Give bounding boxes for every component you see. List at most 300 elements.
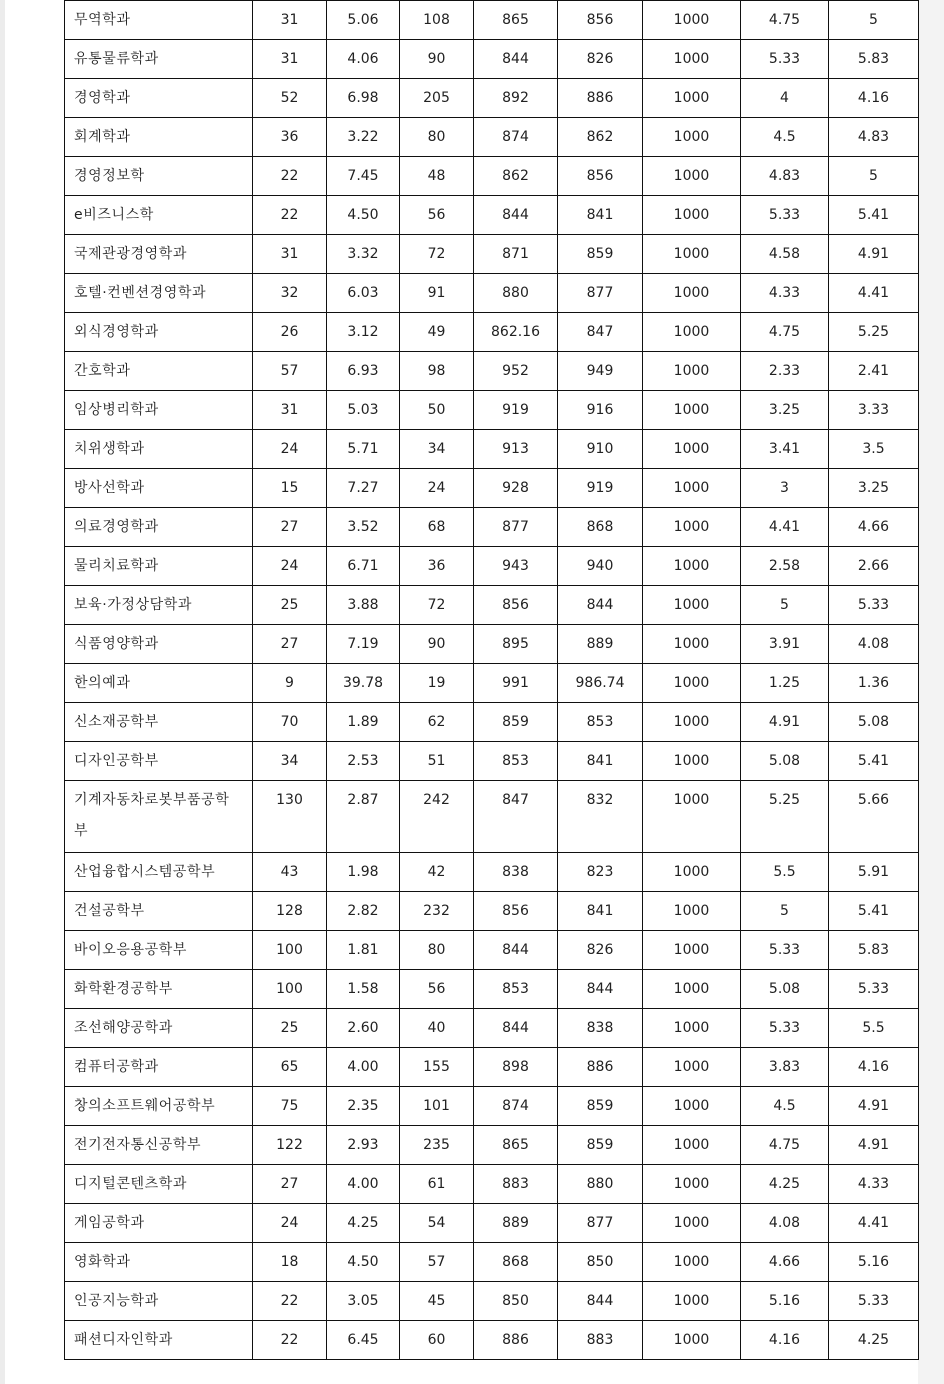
quota-cell: 36	[253, 118, 327, 157]
quota-cell: 24	[253, 547, 327, 586]
score-avg-cell: 919	[474, 391, 558, 430]
grade-avg-cell: 5.33	[741, 931, 829, 970]
score-max-cell: 1000	[643, 1282, 741, 1321]
applicants-rank-cell: 90	[400, 625, 474, 664]
score-max-cell: 1000	[643, 625, 741, 664]
grade-avg-cell: 5.33	[741, 196, 829, 235]
quota-cell: 9	[253, 664, 327, 703]
quota-cell: 15	[253, 469, 327, 508]
admission-results-table-container	[64, 0, 918, 1360]
score-avg-cell: 865	[474, 1, 558, 40]
department-name-cell: 디지털콘텐츠학과	[65, 1165, 253, 1204]
score-max-cell: 1000	[643, 79, 741, 118]
score-avg-cell: 844	[474, 931, 558, 970]
applicants-rank-cell: 56	[400, 196, 474, 235]
applicants-rank-cell: 91	[400, 274, 474, 313]
grade-avg-cell: 4.75	[741, 1, 829, 40]
grade-avg-cell: 4.5	[741, 1087, 829, 1126]
quota-cell: 27	[253, 1165, 327, 1204]
grade-avg-cell: 3.25	[741, 391, 829, 430]
grade-cutoff-cell: 4.33	[829, 1165, 919, 1204]
grade-avg-cell: 3.41	[741, 430, 829, 469]
score-min-cell: 880	[558, 1165, 643, 1204]
department-name-cell: 조선해양공학과	[65, 1009, 253, 1048]
competition-rate-cell: 6.98	[327, 79, 400, 118]
table-row	[65, 508, 919, 547]
table-row	[65, 1, 919, 40]
applicants-rank-cell: 51	[400, 742, 474, 781]
score-max-cell: 1000	[643, 547, 741, 586]
quota-cell: 100	[253, 931, 327, 970]
page-right-scroll-gutter	[918, 0, 944, 1384]
score-max-cell: 1000	[643, 1087, 741, 1126]
score-avg-cell: 856	[474, 892, 558, 931]
grade-cutoff-cell: 5.41	[829, 196, 919, 235]
score-avg-cell: 844	[474, 1009, 558, 1048]
score-avg-cell: 889	[474, 1204, 558, 1243]
table-body	[65, 1, 919, 1360]
department-name-cell: 산업융합시스템공학부	[65, 853, 253, 892]
quota-cell: 31	[253, 391, 327, 430]
grade-avg-cell: 5.08	[741, 970, 829, 1009]
quota-cell: 22	[253, 196, 327, 235]
table-row	[65, 274, 919, 313]
department-name-cell: 창의소프트웨어공학부	[65, 1087, 253, 1126]
grade-cutoff-cell: 5.83	[829, 40, 919, 79]
table-row	[65, 892, 919, 931]
competition-rate-cell: 3.12	[327, 313, 400, 352]
competition-rate-cell: 7.27	[327, 469, 400, 508]
score-avg-cell: 877	[474, 508, 558, 547]
department-name-cell: 식품영양학과	[65, 625, 253, 664]
table-row	[65, 196, 919, 235]
competition-rate-cell: 6.93	[327, 352, 400, 391]
applicants-rank-cell: 108	[400, 1, 474, 40]
score-min-cell: 844	[558, 970, 643, 1009]
grade-avg-cell: 4.5	[741, 118, 829, 157]
quota-cell: 122	[253, 1126, 327, 1165]
score-avg-cell: 865	[474, 1126, 558, 1165]
score-min-cell: 826	[558, 40, 643, 79]
grade-avg-cell: 3	[741, 469, 829, 508]
score-min-cell: 919	[558, 469, 643, 508]
score-max-cell: 1000	[643, 970, 741, 1009]
applicants-rank-cell: 62	[400, 703, 474, 742]
grade-cutoff-cell: 4.16	[829, 79, 919, 118]
department-name-cell: 패션디자인학과	[65, 1321, 253, 1360]
grade-avg-cell: 2.58	[741, 547, 829, 586]
grade-cutoff-cell: 5.16	[829, 1243, 919, 1282]
applicants-rank-cell: 34	[400, 430, 474, 469]
grade-cutoff-cell: 5.41	[829, 742, 919, 781]
quota-cell: 27	[253, 625, 327, 664]
score-avg-cell: 874	[474, 1087, 558, 1126]
department-name-cell: 임상병리학과	[65, 391, 253, 430]
grade-avg-cell: 5	[741, 892, 829, 931]
grade-avg-cell: 2.33	[741, 352, 829, 391]
table-row	[65, 1009, 919, 1048]
score-min-cell: 844	[558, 586, 643, 625]
competition-rate-cell: 2.60	[327, 1009, 400, 1048]
score-max-cell: 1000	[643, 853, 741, 892]
score-max-cell: 1000	[643, 931, 741, 970]
department-name-cell: 컴퓨터공학과	[65, 1048, 253, 1087]
grade-cutoff-cell: 4.41	[829, 274, 919, 313]
quota-cell: 31	[253, 40, 327, 79]
table-row	[65, 313, 919, 352]
table-row	[65, 703, 919, 742]
competition-rate-cell: 2.87	[327, 781, 400, 853]
score-min-cell: 856	[558, 157, 643, 196]
department-name-cell: 물리치료학과	[65, 547, 253, 586]
table-row	[65, 79, 919, 118]
competition-rate-cell: 6.71	[327, 547, 400, 586]
competition-rate-cell: 2.53	[327, 742, 400, 781]
score-avg-cell: 859	[474, 703, 558, 742]
grade-cutoff-cell: 5.33	[829, 970, 919, 1009]
quota-cell: 128	[253, 892, 327, 931]
grade-cutoff-cell: 4.83	[829, 118, 919, 157]
table-row	[65, 1243, 919, 1282]
quota-cell: 22	[253, 1321, 327, 1360]
score-min-cell: 844	[558, 1282, 643, 1321]
applicants-rank-cell: 40	[400, 1009, 474, 1048]
admission-results-table	[64, 0, 919, 1360]
score-min-cell: 841	[558, 196, 643, 235]
applicants-rank-cell: 101	[400, 1087, 474, 1126]
table-row	[65, 1165, 919, 1204]
quota-cell: 70	[253, 703, 327, 742]
score-min-cell: 889	[558, 625, 643, 664]
table-row	[65, 157, 919, 196]
score-min-cell: 859	[558, 1087, 643, 1126]
department-name-cell: 신소재공학부	[65, 703, 253, 742]
applicants-rank-cell: 72	[400, 586, 474, 625]
applicants-rank-cell: 61	[400, 1165, 474, 1204]
score-avg-cell: 886	[474, 1321, 558, 1360]
grade-cutoff-cell: 1.36	[829, 664, 919, 703]
score-min-cell: 910	[558, 430, 643, 469]
grade-avg-cell: 5	[741, 586, 829, 625]
competition-rate-cell: 3.88	[327, 586, 400, 625]
quota-cell: 25	[253, 1009, 327, 1048]
applicants-rank-cell: 205	[400, 79, 474, 118]
score-max-cell: 1000	[643, 664, 741, 703]
grade-cutoff-cell: 3.33	[829, 391, 919, 430]
grade-avg-cell: 4.83	[741, 157, 829, 196]
score-min-cell: 886	[558, 79, 643, 118]
table-row	[65, 664, 919, 703]
score-min-cell: 826	[558, 931, 643, 970]
score-avg-cell: 943	[474, 547, 558, 586]
score-max-cell: 1000	[643, 352, 741, 391]
score-min-cell: 986.74	[558, 664, 643, 703]
score-min-cell: 838	[558, 1009, 643, 1048]
score-min-cell: 886	[558, 1048, 643, 1087]
quota-cell: 34	[253, 742, 327, 781]
department-name-cell: 한의예과	[65, 664, 253, 703]
department-name-cell: 화학환경공학부	[65, 970, 253, 1009]
applicants-rank-cell: 50	[400, 391, 474, 430]
department-name-cell: 디자인공학부	[65, 742, 253, 781]
table-row	[65, 742, 919, 781]
competition-rate-cell: 7.19	[327, 625, 400, 664]
quota-cell: 75	[253, 1087, 327, 1126]
score-max-cell: 1000	[643, 1126, 741, 1165]
competition-rate-cell: 2.35	[327, 1087, 400, 1126]
grade-cutoff-cell: 2.41	[829, 352, 919, 391]
applicants-rank-cell: 19	[400, 664, 474, 703]
score-avg-cell: 898	[474, 1048, 558, 1087]
score-avg-cell: 868	[474, 1243, 558, 1282]
competition-rate-cell: 5.06	[327, 1, 400, 40]
score-max-cell: 1000	[643, 1321, 741, 1360]
grade-cutoff-cell: 3.5	[829, 430, 919, 469]
grade-cutoff-cell: 3.25	[829, 469, 919, 508]
quota-cell: 24	[253, 430, 327, 469]
score-max-cell: 1000	[643, 391, 741, 430]
table-row	[65, 1048, 919, 1087]
grade-cutoff-cell: 4.25	[829, 1321, 919, 1360]
score-min-cell: 859	[558, 1126, 643, 1165]
score-min-cell: 916	[558, 391, 643, 430]
applicants-rank-cell: 42	[400, 853, 474, 892]
competition-rate-cell: 4.00	[327, 1165, 400, 1204]
grade-avg-cell: 4.33	[741, 274, 829, 313]
score-max-cell: 1000	[643, 313, 741, 352]
table-row	[65, 118, 919, 157]
table-row	[65, 931, 919, 970]
table-row	[65, 625, 919, 664]
score-max-cell: 1000	[643, 1204, 741, 1243]
applicants-rank-cell: 98	[400, 352, 474, 391]
table-row	[65, 469, 919, 508]
applicants-rank-cell: 242	[400, 781, 474, 853]
score-max-cell: 1000	[643, 430, 741, 469]
score-min-cell: 856	[558, 1, 643, 40]
department-name-cell: 전기전자통신공학부	[65, 1126, 253, 1165]
quota-cell: 25	[253, 586, 327, 625]
applicants-rank-cell: 36	[400, 547, 474, 586]
grade-cutoff-cell: 4.91	[829, 235, 919, 274]
department-name-cell: 기계자동차로봇부품공학부	[65, 781, 253, 853]
score-avg-cell: 991	[474, 664, 558, 703]
department-name-cell: e비즈니스학	[65, 196, 253, 235]
department-name-cell: 무역학과	[65, 1, 253, 40]
score-min-cell: 862	[558, 118, 643, 157]
grade-avg-cell: 5.08	[741, 742, 829, 781]
grade-cutoff-cell: 5.41	[829, 892, 919, 931]
score-max-cell: 1000	[643, 742, 741, 781]
competition-rate-cell: 2.93	[327, 1126, 400, 1165]
table-row	[65, 40, 919, 79]
table-row	[65, 1282, 919, 1321]
department-name-cell: 게임공학과	[65, 1204, 253, 1243]
competition-rate-cell: 3.05	[327, 1282, 400, 1321]
grade-avg-cell: 1.25	[741, 664, 829, 703]
competition-rate-cell: 1.98	[327, 853, 400, 892]
score-avg-cell: 952	[474, 352, 558, 391]
competition-rate-cell: 5.71	[327, 430, 400, 469]
score-max-cell: 1000	[643, 1009, 741, 1048]
score-min-cell: 850	[558, 1243, 643, 1282]
score-avg-cell: 853	[474, 742, 558, 781]
score-max-cell: 1000	[643, 892, 741, 931]
competition-rate-cell: 6.45	[327, 1321, 400, 1360]
score-min-cell: 847	[558, 313, 643, 352]
score-avg-cell: 874	[474, 118, 558, 157]
applicants-rank-cell: 80	[400, 118, 474, 157]
table-row	[65, 586, 919, 625]
score-avg-cell: 871	[474, 235, 558, 274]
score-avg-cell: 844	[474, 196, 558, 235]
applicants-rank-cell: 24	[400, 469, 474, 508]
department-name-cell: 국제관광경영학과	[65, 235, 253, 274]
department-name-cell: 호텔·컨벤션경영학과	[65, 274, 253, 313]
score-min-cell: 853	[558, 703, 643, 742]
applicants-rank-cell: 232	[400, 892, 474, 931]
score-max-cell: 1000	[643, 1165, 741, 1204]
score-min-cell: 940	[558, 547, 643, 586]
quota-cell: 43	[253, 853, 327, 892]
score-max-cell: 1000	[643, 1243, 741, 1282]
score-avg-cell: 928	[474, 469, 558, 508]
grade-cutoff-cell: 5.33	[829, 1282, 919, 1321]
applicants-rank-cell: 54	[400, 1204, 474, 1243]
table-row	[65, 1204, 919, 1243]
competition-rate-cell: 4.50	[327, 1243, 400, 1282]
score-max-cell: 1000	[643, 274, 741, 313]
score-min-cell: 877	[558, 274, 643, 313]
quota-cell: 57	[253, 352, 327, 391]
score-min-cell: 859	[558, 235, 643, 274]
department-name-cell: 경영정보학	[65, 157, 253, 196]
score-avg-cell: 913	[474, 430, 558, 469]
grade-cutoff-cell: 4.16	[829, 1048, 919, 1087]
score-avg-cell: 862.16	[474, 313, 558, 352]
quota-cell: 22	[253, 1282, 327, 1321]
score-avg-cell: 883	[474, 1165, 558, 1204]
score-max-cell: 1000	[643, 118, 741, 157]
grade-avg-cell: 4.16	[741, 1321, 829, 1360]
grade-cutoff-cell: 5	[829, 157, 919, 196]
grade-cutoff-cell: 4.66	[829, 508, 919, 547]
table-row	[65, 235, 919, 274]
department-name-cell: 유통물류학과	[65, 40, 253, 79]
score-max-cell: 1000	[643, 469, 741, 508]
applicants-rank-cell: 48	[400, 157, 474, 196]
competition-rate-cell: 4.50	[327, 196, 400, 235]
grade-avg-cell: 5.16	[741, 1282, 829, 1321]
quota-cell: 24	[253, 1204, 327, 1243]
table-row	[65, 1087, 919, 1126]
grade-cutoff-cell: 2.66	[829, 547, 919, 586]
quota-cell: 18	[253, 1243, 327, 1282]
competition-rate-cell: 1.58	[327, 970, 400, 1009]
competition-rate-cell: 6.03	[327, 274, 400, 313]
competition-rate-cell: 3.32	[327, 235, 400, 274]
score-min-cell: 883	[558, 1321, 643, 1360]
grade-cutoff-cell: 5.5	[829, 1009, 919, 1048]
competition-rate-cell: 4.06	[327, 40, 400, 79]
grade-avg-cell: 4.66	[741, 1243, 829, 1282]
quota-cell: 32	[253, 274, 327, 313]
grade-avg-cell: 4.25	[741, 1165, 829, 1204]
grade-avg-cell: 5.25	[741, 781, 829, 853]
score-max-cell: 1000	[643, 1, 741, 40]
grade-cutoff-cell: 4.08	[829, 625, 919, 664]
applicants-rank-cell: 45	[400, 1282, 474, 1321]
score-min-cell: 841	[558, 742, 643, 781]
grade-cutoff-cell: 5.08	[829, 703, 919, 742]
quota-cell: 130	[253, 781, 327, 853]
grade-avg-cell: 4.41	[741, 508, 829, 547]
grade-cutoff-cell: 5.25	[829, 313, 919, 352]
quota-cell: 27	[253, 508, 327, 547]
department-name-cell: 인공지능학과	[65, 1282, 253, 1321]
grade-avg-cell: 4.91	[741, 703, 829, 742]
table-row	[65, 1321, 919, 1360]
score-avg-cell: 844	[474, 40, 558, 79]
score-max-cell: 1000	[643, 235, 741, 274]
grade-cutoff-cell: 5.66	[829, 781, 919, 853]
grade-avg-cell: 4.08	[741, 1204, 829, 1243]
grade-avg-cell: 5.33	[741, 40, 829, 79]
grade-cutoff-cell: 5.83	[829, 931, 919, 970]
grade-avg-cell: 4	[741, 79, 829, 118]
score-min-cell: 841	[558, 892, 643, 931]
competition-rate-cell: 1.89	[327, 703, 400, 742]
score-min-cell: 823	[558, 853, 643, 892]
grade-avg-cell: 4.75	[741, 1126, 829, 1165]
table-row	[65, 430, 919, 469]
score-max-cell: 1000	[643, 586, 741, 625]
score-max-cell: 1000	[643, 1048, 741, 1087]
department-name-cell: 방사선학과	[65, 469, 253, 508]
competition-rate-cell: 3.22	[327, 118, 400, 157]
applicants-rank-cell: 49	[400, 313, 474, 352]
department-name-cell: 외식경영학과	[65, 313, 253, 352]
grade-avg-cell: 4.75	[741, 313, 829, 352]
score-avg-cell: 895	[474, 625, 558, 664]
table-row	[65, 391, 919, 430]
score-avg-cell: 847	[474, 781, 558, 853]
applicants-rank-cell: 72	[400, 235, 474, 274]
score-min-cell: 877	[558, 1204, 643, 1243]
score-max-cell: 1000	[643, 196, 741, 235]
score-min-cell: 832	[558, 781, 643, 853]
competition-rate-cell: 4.00	[327, 1048, 400, 1087]
quota-cell: 52	[253, 79, 327, 118]
quota-cell: 65	[253, 1048, 327, 1087]
grade-cutoff-cell: 5	[829, 1, 919, 40]
grade-avg-cell: 3.83	[741, 1048, 829, 1087]
applicants-rank-cell: 90	[400, 40, 474, 79]
applicants-rank-cell: 56	[400, 970, 474, 1009]
applicants-rank-cell: 235	[400, 1126, 474, 1165]
score-avg-cell: 862	[474, 157, 558, 196]
score-max-cell: 1000	[643, 781, 741, 853]
competition-rate-cell: 1.81	[327, 931, 400, 970]
competition-rate-cell: 3.52	[327, 508, 400, 547]
applicants-rank-cell: 80	[400, 931, 474, 970]
quota-cell: 22	[253, 157, 327, 196]
score-max-cell: 1000	[643, 703, 741, 742]
score-max-cell: 1000	[643, 40, 741, 79]
table-row	[65, 970, 919, 1009]
department-name-cell: 보육·가정상담학과	[65, 586, 253, 625]
table-row	[65, 547, 919, 586]
